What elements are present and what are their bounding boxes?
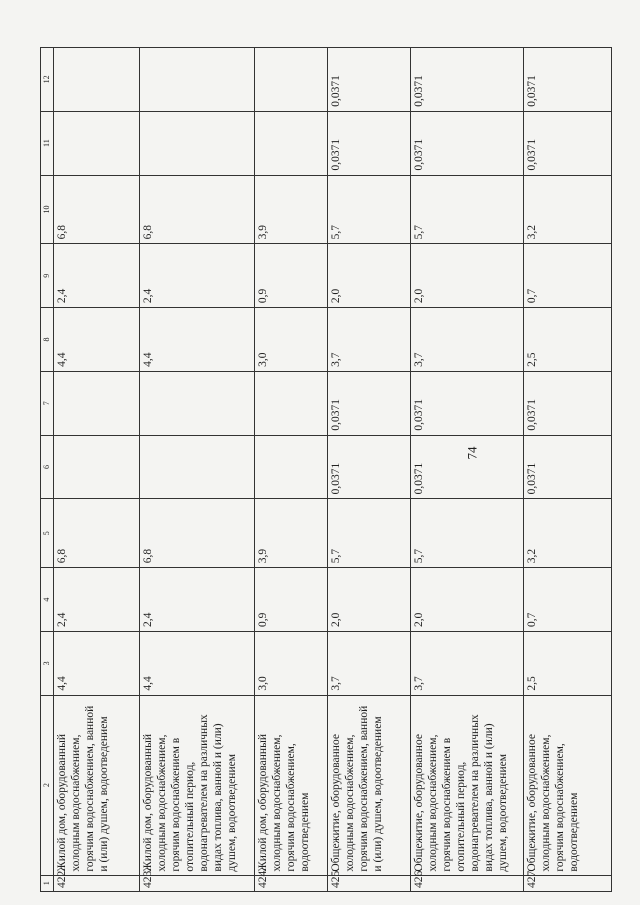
cell-8: 2,5: [524, 308, 612, 372]
col-header: 11: [41, 111, 54, 175]
cell-9: 2,0: [410, 244, 523, 308]
cell-10: 5,7: [328, 175, 411, 244]
cell-5: 3,2: [524, 499, 612, 568]
table-row: [255, 48, 328, 892]
col-header: 12: [41, 48, 54, 112]
cell-9: 0,9: [255, 244, 328, 308]
cell-11: [140, 111, 255, 175]
col-header: 6: [41, 435, 54, 499]
document-sheet: [40, 47, 612, 892]
cell-3: 3,7: [410, 631, 523, 695]
rotated-table-wrapper: [40, 47, 612, 892]
cell-6: 0,0371: [328, 435, 411, 499]
cell-6: 0,0371: [410, 435, 523, 499]
cell-5: 3,9: [255, 499, 328, 568]
table-row: [328, 48, 411, 892]
cell-8: 3,7: [328, 308, 411, 372]
row-description: Общежитие, оборудованное холодным водоснабжением, горячим водоснабжением, водоотведением: [524, 695, 612, 875]
row-description: Жилой дом, оборудованный холодным водоснабжением, горячим водоснабжением в отопительный период, водонагревателем на различных видах топлива, ванной и (или) душем, водоотведением: [140, 695, 255, 875]
cell-3: 2,5: [524, 631, 612, 695]
cell-5: 6,8: [54, 499, 140, 568]
row-description: Жилой дом, оборудованный холодным водоснабжением, горячим водоснабжением, водоотведением: [255, 695, 328, 875]
cell-9: 2,4: [54, 244, 140, 308]
cell-4: 2,4: [54, 568, 140, 632]
cell-3: 4,4: [140, 631, 255, 695]
cell-10: 3,2: [524, 175, 612, 244]
tariff-table: [40, 47, 612, 892]
cell-9: 2,0: [328, 244, 411, 308]
cell-8: 3,7: [410, 308, 523, 372]
cell-11: 0,0371: [524, 111, 612, 175]
col-header: 5: [41, 499, 54, 568]
cell-8: 3,0: [255, 308, 328, 372]
cell-4: 0,9: [255, 568, 328, 632]
cell-5: 5,7: [328, 499, 411, 568]
cell-6: 0,0371: [524, 435, 612, 499]
row-number: 427.: [524, 875, 612, 891]
row-number: 422.: [54, 875, 140, 891]
col-header: 4: [41, 568, 54, 632]
cell-6: [255, 435, 328, 499]
column-number-row: [41, 48, 54, 892]
cell-7: 0,0371: [524, 371, 612, 435]
row-number: 423.: [140, 875, 255, 891]
cell-12: [140, 48, 255, 112]
row-number: 425.: [328, 875, 411, 891]
cell-7: [54, 371, 140, 435]
cell-9: 2,4: [140, 244, 255, 308]
cell-10: 6,8: [140, 175, 255, 244]
cell-3: 3,0: [255, 631, 328, 695]
col-header: 9: [41, 244, 54, 308]
cell-7: [140, 371, 255, 435]
row-description: Общежитие, оборудованное холодным водоснабжением, горячим водоснабжением, ванной и (или) душем, водоотведением: [328, 695, 411, 875]
cell-4: 2,0: [410, 568, 523, 632]
cell-10: 6,8: [54, 175, 140, 244]
row-number: 426.: [410, 875, 523, 891]
cell-10: 5,7: [410, 175, 523, 244]
cell-12: [255, 48, 328, 112]
cell-11: [54, 111, 140, 175]
cell-12: 0,0371: [328, 48, 411, 112]
cell-5: 5,7: [410, 499, 523, 568]
cell-4: 2,4: [140, 568, 255, 632]
row-number: 424.: [255, 875, 328, 891]
cell-7: 0,0371: [328, 371, 411, 435]
col-header: 7: [41, 371, 54, 435]
cell-11: [255, 111, 328, 175]
table-row: [54, 48, 140, 892]
cell-7: 0,0371: [410, 371, 523, 435]
cell-4: 0,7: [524, 568, 612, 632]
cell-8: 4,4: [140, 308, 255, 372]
cell-9: 0,7: [524, 244, 612, 308]
col-header: 8: [41, 308, 54, 372]
table-row: [140, 48, 255, 892]
cell-8: 4,4: [54, 308, 140, 372]
table-row: [410, 48, 523, 892]
page-number: 74: [464, 446, 480, 460]
cell-3: 3,7: [328, 631, 411, 695]
cell-6: [140, 435, 255, 499]
cell-11: 0,0371: [410, 111, 523, 175]
cell-6: [54, 435, 140, 499]
row-description: Жилой дом, оборудованный холодным водоснабжением, горячим водоснабжением, ванной и (или) душем, водоотведением: [54, 695, 140, 875]
cell-12: 0,0371: [410, 48, 523, 112]
cell-7: [255, 371, 328, 435]
col-header: 3: [41, 631, 54, 695]
cell-5: 6,8: [140, 499, 255, 568]
cell-3: 4,4: [54, 631, 140, 695]
col-header: 2: [41, 695, 54, 875]
cell-12: [54, 48, 140, 112]
col-header: 10: [41, 175, 54, 244]
table-row: [524, 48, 612, 892]
cell-10: 3,9: [255, 175, 328, 244]
col-header: 1: [41, 875, 54, 891]
cell-11: 0,0371: [328, 111, 411, 175]
row-description: Общежитие, оборудованное холодным водоснабжением, горячим водоснабжением в отопительный период, водонагревателем на различных видах топлива, ванной и (или) душем, водоотведением: [410, 695, 523, 875]
cell-12: 0,0371: [524, 48, 612, 112]
cell-4: 2,0: [328, 568, 411, 632]
